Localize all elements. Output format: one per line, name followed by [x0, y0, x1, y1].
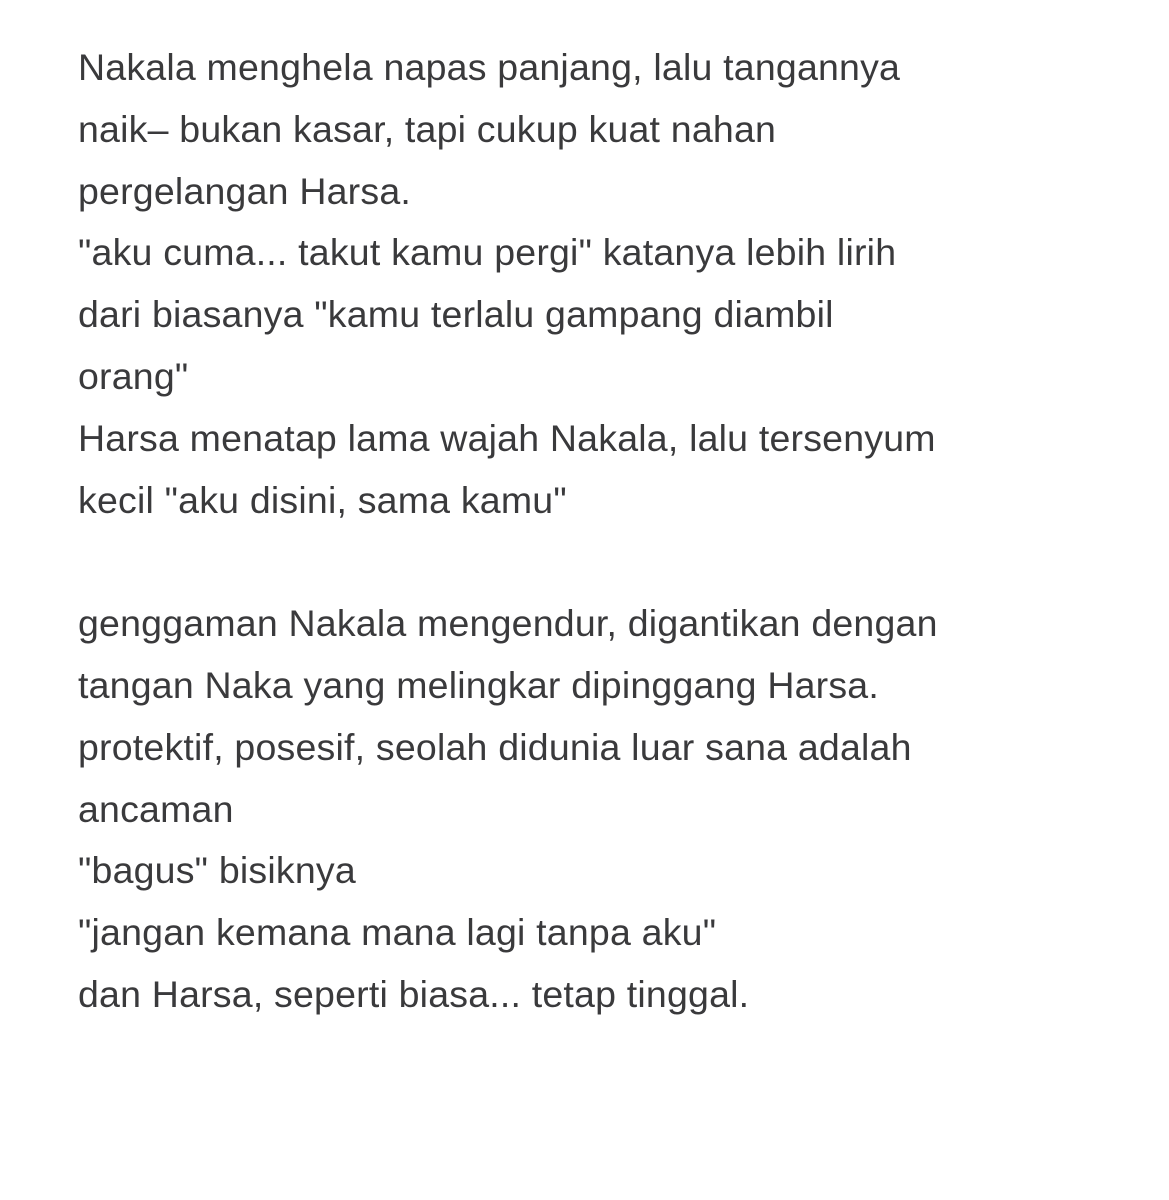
note-line-7: Harsa menatap lama wajah Nakala, lalu tersenyum [78, 416, 936, 459]
note-line-13: ancaman [78, 787, 234, 830]
note-line-14: "bagus" bisiknya [78, 849, 356, 892]
note-line-11: tangan Naka yang melingkar dipinggang Harsa. [78, 663, 879, 706]
note-line-1: Nakala menghela napas panjang, lalu tangannya [78, 46, 901, 88]
note-line-10: genggaman Nakala mengendur, digantikan dengan [78, 602, 938, 645]
note-line-12: protektif, posesif, seolah didunia luar sana adalah [78, 725, 912, 768]
note-line-16: dan Harsa, seperti biasa... tetap tinggal. [78, 972, 750, 1015]
note-line-8: kecil "aku disini, sama kamu" [78, 478, 567, 521]
note-line-4: "aku cuma... takut kamu pergi" katanya lebih lirih [78, 231, 897, 274]
note-line-6: orang" [78, 354, 189, 397]
note-line-15: "jangan kemana mana lagi tanpa aku" [78, 911, 717, 954]
note-line-5: dari biasanya "kamu terlalu gampang diambil [78, 293, 834, 336]
note-line-3: pergelangan Harsa. [78, 169, 411, 212]
paragraph-break [78, 531, 1138, 593]
note-body [78, 37, 1138, 1026]
note-line-2: naik– bukan kasar, tapi cukup kuat nahan [78, 107, 777, 150]
